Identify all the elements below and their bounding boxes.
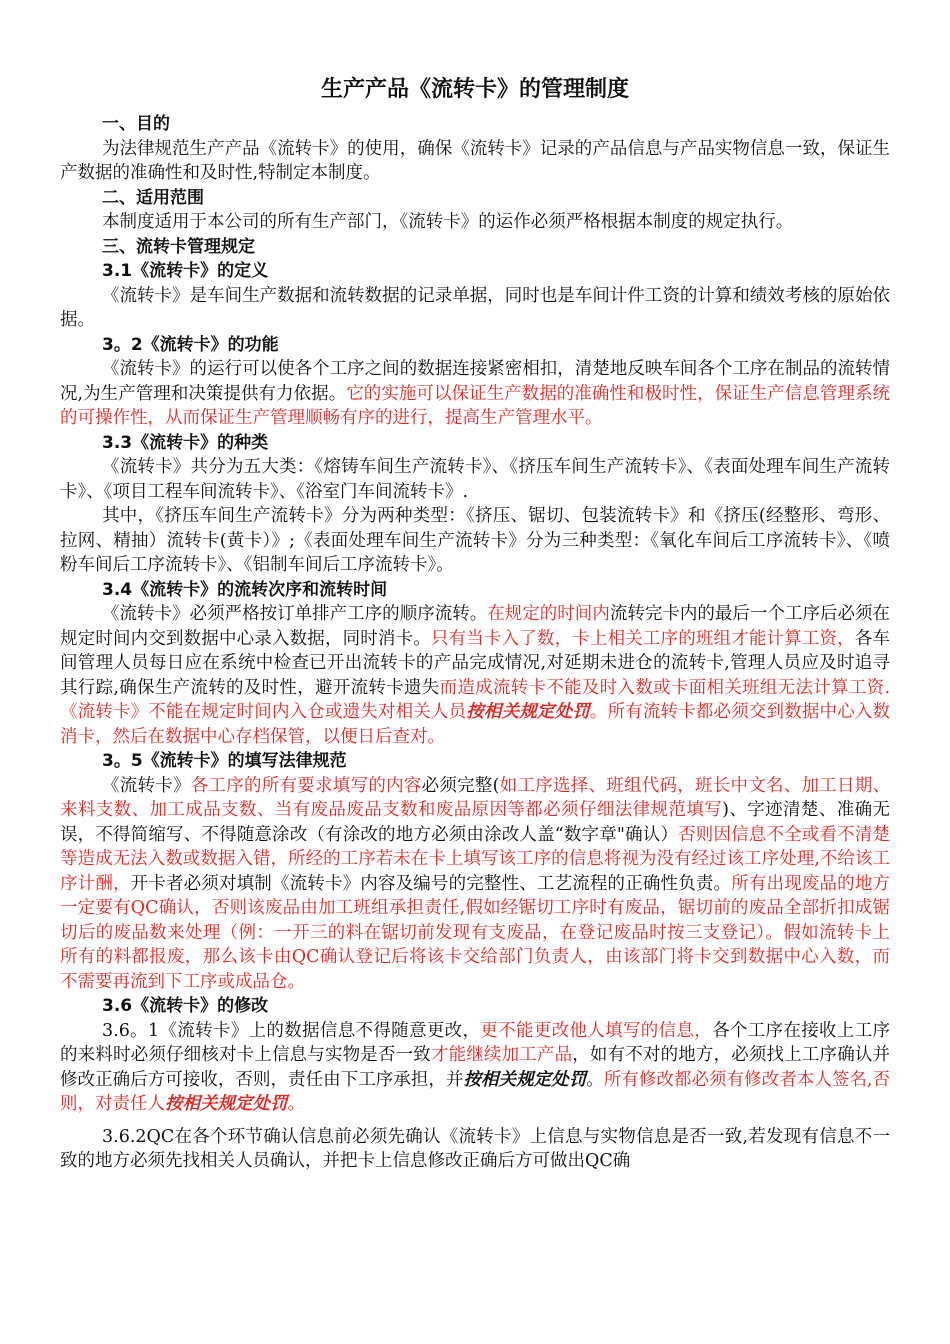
subsection-3-5-heading: 3。5《流转卡》的填写法律规范: [102, 751, 347, 771]
responsibility-text: ，如有不对的地方，必须找上工序确认并修改正确后方可接收，否则，责任由下工序承担，并: [60, 1045, 891, 1090]
subsection-3-5-text: [60, 774, 890, 995]
subsection-3-6-1-text: [60, 1019, 890, 1117]
subsection-3-2-text: [60, 357, 890, 431]
card-opener-text: 开卡者必须对填制《流转卡》内容及编号的完整性、工艺流程的正确性负责。: [130, 873, 732, 894]
section-scope-heading: 二、适用范围: [102, 187, 204, 208]
fill-fields-highlight: 如工序选择、班组代码，班长中文名、加工日期、来料支数、加工成品支数、当有废品废品支数和废品原因等都必须仔细法律规范填写: [60, 775, 891, 820]
flow-order-text: 《流转卡》必须严格按订单排产工序的顺序流转。: [102, 604, 488, 624]
flow-deadline-text: 流转完卡内的最后一个工序后必须在规定时间内交到数据中心录入数据，同时消卡。: [60, 604, 891, 649]
fill-content-highlight: 各工序的所有要求填写的内容: [190, 775, 422, 796]
subsection-3-2-heading: 3。2《流转卡》的功能: [102, 334, 279, 355]
fill-legibility-text: )、字迹清楚、准确无误，不得简缩写、不得随意涂改（有涂改的地方必须由涂改人盖“数字章"确认）: [60, 800, 891, 845]
section-rules-heading: 三、流转卡管理规定: [102, 236, 255, 257]
subsection-3-4-text: [60, 602, 890, 749]
check-incoming-text: 各个工序在接收上工序的来料时必须仔细核对卡上信息与实物是否一致: [60, 1020, 891, 1065]
section-scope-text: 本制度适用于本公司的所有生产部门，《流转卡》的运作必须严格根据本制度的规定执行。: [102, 212, 794, 232]
archive-highlight: 。所有流转卡都必须交到数据中心入数消卡，然后在数据中心存档保管，以便日后查对。: [60, 702, 891, 747]
document-page: [60, 70, 890, 1174]
fill-consequence-highlight: 否则因信息不全或看不清楚等造成无法入数或数据入错，所经的工序若未在卡上填写该工序的信息将视为没有经过该工序处理,不给该工序计酬，: [60, 824, 890, 894]
subsection-3-1-heading: 3.1《流转卡》的定义: [102, 261, 269, 281]
signature-rule-highlight: 所有修改都必须有修改者本人签名,否则，对责任人: [60, 1069, 891, 1114]
section-purpose-heading: 一、目的: [102, 114, 170, 134]
section-purpose-text: 为法律规范生产产品《流转卡》的使用，确保《流转卡》记录的产品信息与产品实物信息一致，保证生产数据的准确性和及时性,特制定本制度。: [60, 138, 890, 183]
subsection-3-4-heading: 3.4《流转卡》的流转次序和流转时间: [102, 579, 388, 600]
tracking-text: 各车间管理人员每日应在系统中检查已开出流转卡的产品完成情况,对延期未进仓的流转卡,管理人员应及时追寻其行踪,确保生产流转的及时性，避开流转卡遗失: [60, 628, 891, 698]
fill-card-text: 《流转卡》: [102, 775, 191, 796]
modify-rule-text: 3.6。1《流转卡》上的数据信息不得随意更改，: [102, 1020, 481, 1041]
fill-complete-text: 必须完整(: [421, 775, 500, 796]
loss-consequence-highlight: 而造成流转卡不能及时入数或卡面相关班组无法计算工资.《流转卡》不能在规定时间内入仓或遗失对相关人员: [60, 677, 891, 722]
flow-time-highlight: 在规定的时间内: [487, 604, 610, 624]
subsection-3-3-heading: 3.3《流转卡》的种类: [102, 432, 269, 453]
subsection-3-6-2-text: 3.6.2QC在各个环节确认信息前必须先确认《流转卡》上信息与实物信息是否一致,若发现有信息不一致的地方必须先找相关人员确认，并把卡上信息修改正确后方可做出QC确: [60, 1126, 890, 1171]
card-categories-text: 《流转卡》共分为五大类：《熔铸车间生产流转卡》、《挤压车间生产流转卡》、《表面处理车间生产流转卡》、《项目工程车间流转卡》、《浴室门车间流转卡》.: [60, 457, 890, 502]
scrap-rule-highlight: 所有出现废品的地方一定要有QC确认，否则该废品由加工班组承担责任,假如经锯切工序时有废品，锯切前的废品全部折扣成锯切后的废品数来处理（例：一开三的料在锯切前发现有支废品，在登记废品时按三支登记）。假如流转卡上所有的料都报废，那么该卡由QC确认登记后将该卡交给部门负责人，由该部门将卡交到数据中心入数，而不需要再流到下工序或成品仓。: [60, 873, 891, 992]
subsection-3-6-heading: 3.6《流转卡》的修改: [102, 996, 269, 1016]
wage-rule-highlight: 只有当卡入了数，卡上相关工序的班组才能计算工资，: [430, 628, 855, 649]
continue-process-highlight: 才能继续加工产品: [430, 1045, 573, 1065]
document-title: 生产产品《流转卡》的管理制度: [320, 77, 629, 102]
penalty-emphasis: 按相关规定处罚: [463, 1069, 587, 1090]
card-types-text: 其中，《挤压车间生产流转卡》分为两种类型：《挤压、锯切、包装流转卡》和《挤压(经整形、弯形、拉网、精抽）流转卡(黄卡）》;《表面处理车间生产流转卡》分为三种类型：《氧化车间后工序流转卡》、《喷粉车间后工序流转卡》、《铝制车间后工序流转卡》。: [60, 506, 890, 575]
modify-others-highlight: 更不能更改他人填写的信息，: [480, 1020, 713, 1041]
penalty-emphasis: 按相关规定处罚: [466, 702, 590, 722]
punctuation: 。: [586, 1069, 604, 1090]
punctuation: 。: [287, 1094, 305, 1114]
function-text: 《流转卡》的运行可以使各个工序之间的数据连接紧密相扣，清楚地反映车间各个工序在制品的流转情况,为生产管理和决策提供有力依据。: [60, 359, 890, 404]
penalty-emphasis: 按相关规定处罚: [165, 1094, 288, 1114]
function-highlight: 它的实施可以保证生产数据的准确性和极时性，保证生产信息管理系统的可操作性，从而保证生产管理顺畅有序的进行，提高生产管理水平。: [60, 383, 891, 428]
subsection-3-1-text: 《流转卡》是车间生产数据和流转数据的记录单据，同时也是车间计件工资的计算和绩效考核的原始依据。: [60, 285, 890, 330]
